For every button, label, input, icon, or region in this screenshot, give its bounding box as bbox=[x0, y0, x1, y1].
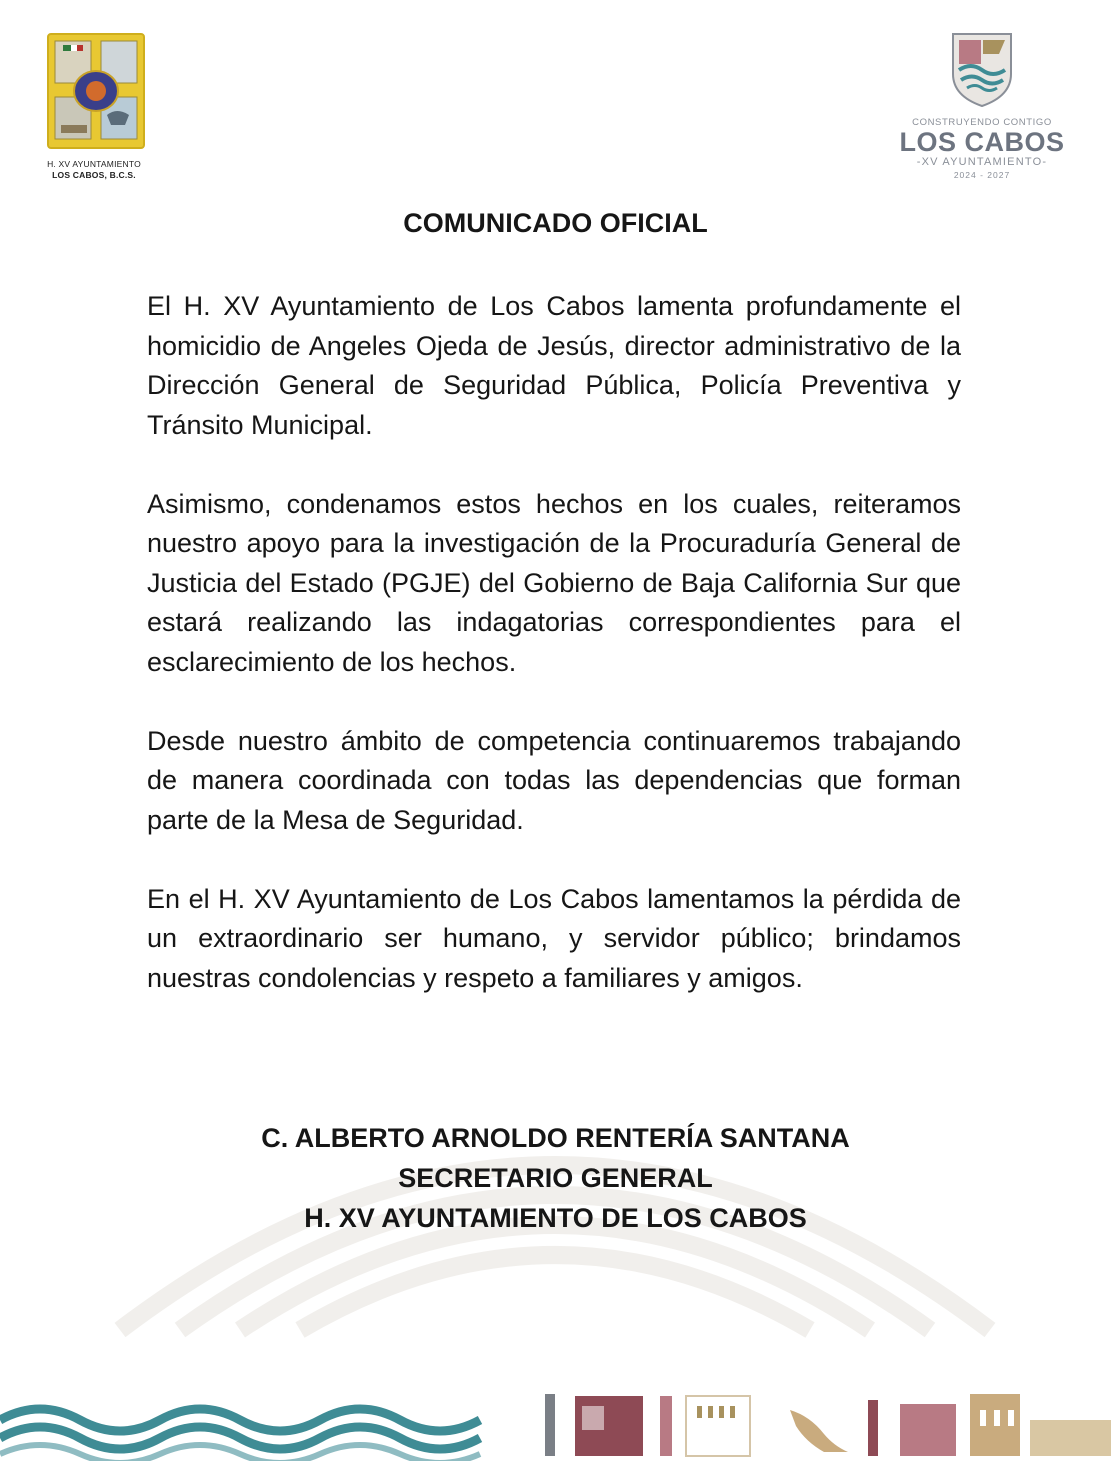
signatory-institution: H. XV AYUNTAMIENTO DE LOS CABOS bbox=[304, 1203, 807, 1233]
paragraph-3: Desde nuestro ámbito de competencia continuaremos trabajando de manera coordinada con todas las dependencias que forman parte de la Mesa de Seguridad. bbox=[147, 725, 961, 835]
municipal-seal bbox=[44, 33, 144, 181]
document-title: COMUNICADO OFICIAL bbox=[403, 208, 708, 238]
logo-tagline: CONSTRUYENDO CONTIGO bbox=[912, 117, 1052, 128]
signature-block bbox=[0, 1118, 1111, 1238]
coat-of-arms-icon bbox=[47, 33, 145, 149]
logo-years: 2024 - 2027 bbox=[953, 170, 1011, 180]
seal-caption-line1: H. XV AYUNTAMIENTO bbox=[47, 159, 141, 169]
paragraph-1: El H. XV Ayuntamiento de Los Cabos lamenta profundamente el homicidio de Angeles Ojeda de Jesús, director administrativo de la Dirección General de Seguridad Pública, Policía Preventiva y Tránsito Municipal. bbox=[147, 291, 961, 440]
los-cabos-logo bbox=[896, 30, 1068, 180]
document-body bbox=[147, 287, 961, 1038]
signatory-name: C. ALBERTO ARNOLDO RENTERÍA SANTANA bbox=[261, 1123, 850, 1153]
paragraph-4: En el H. XV Ayuntamiento de Los Cabos lamentamos la pérdida de un extraordinario ser humano, y servidor público; brindamos nuestras condolencias y respeto a familiares y amigos. bbox=[147, 883, 961, 993]
shield-icon bbox=[947, 30, 1017, 108]
signatory-position: SECRETARIO GENERAL bbox=[398, 1163, 713, 1193]
logo-subtitle: -XV AYUNTAMIENTO- bbox=[916, 156, 1048, 168]
seal-caption-line2: LOS CABOS, B.C.S. bbox=[52, 170, 136, 180]
paragraph-2: Asimismo, condenamos estos hechos en los cuales, reiteramos nuestro apoyo para la investigación de la Procuraduría General de Justicia del Estado (PGJE) del Gobierno de Baja California Sur que estará realizando las indagatorias correspondientes para el esclarecimiento de los hechos. bbox=[147, 488, 961, 677]
logo-name: LOS CABOS bbox=[899, 127, 1065, 157]
decorative-footer-band bbox=[0, 1380, 1111, 1461]
